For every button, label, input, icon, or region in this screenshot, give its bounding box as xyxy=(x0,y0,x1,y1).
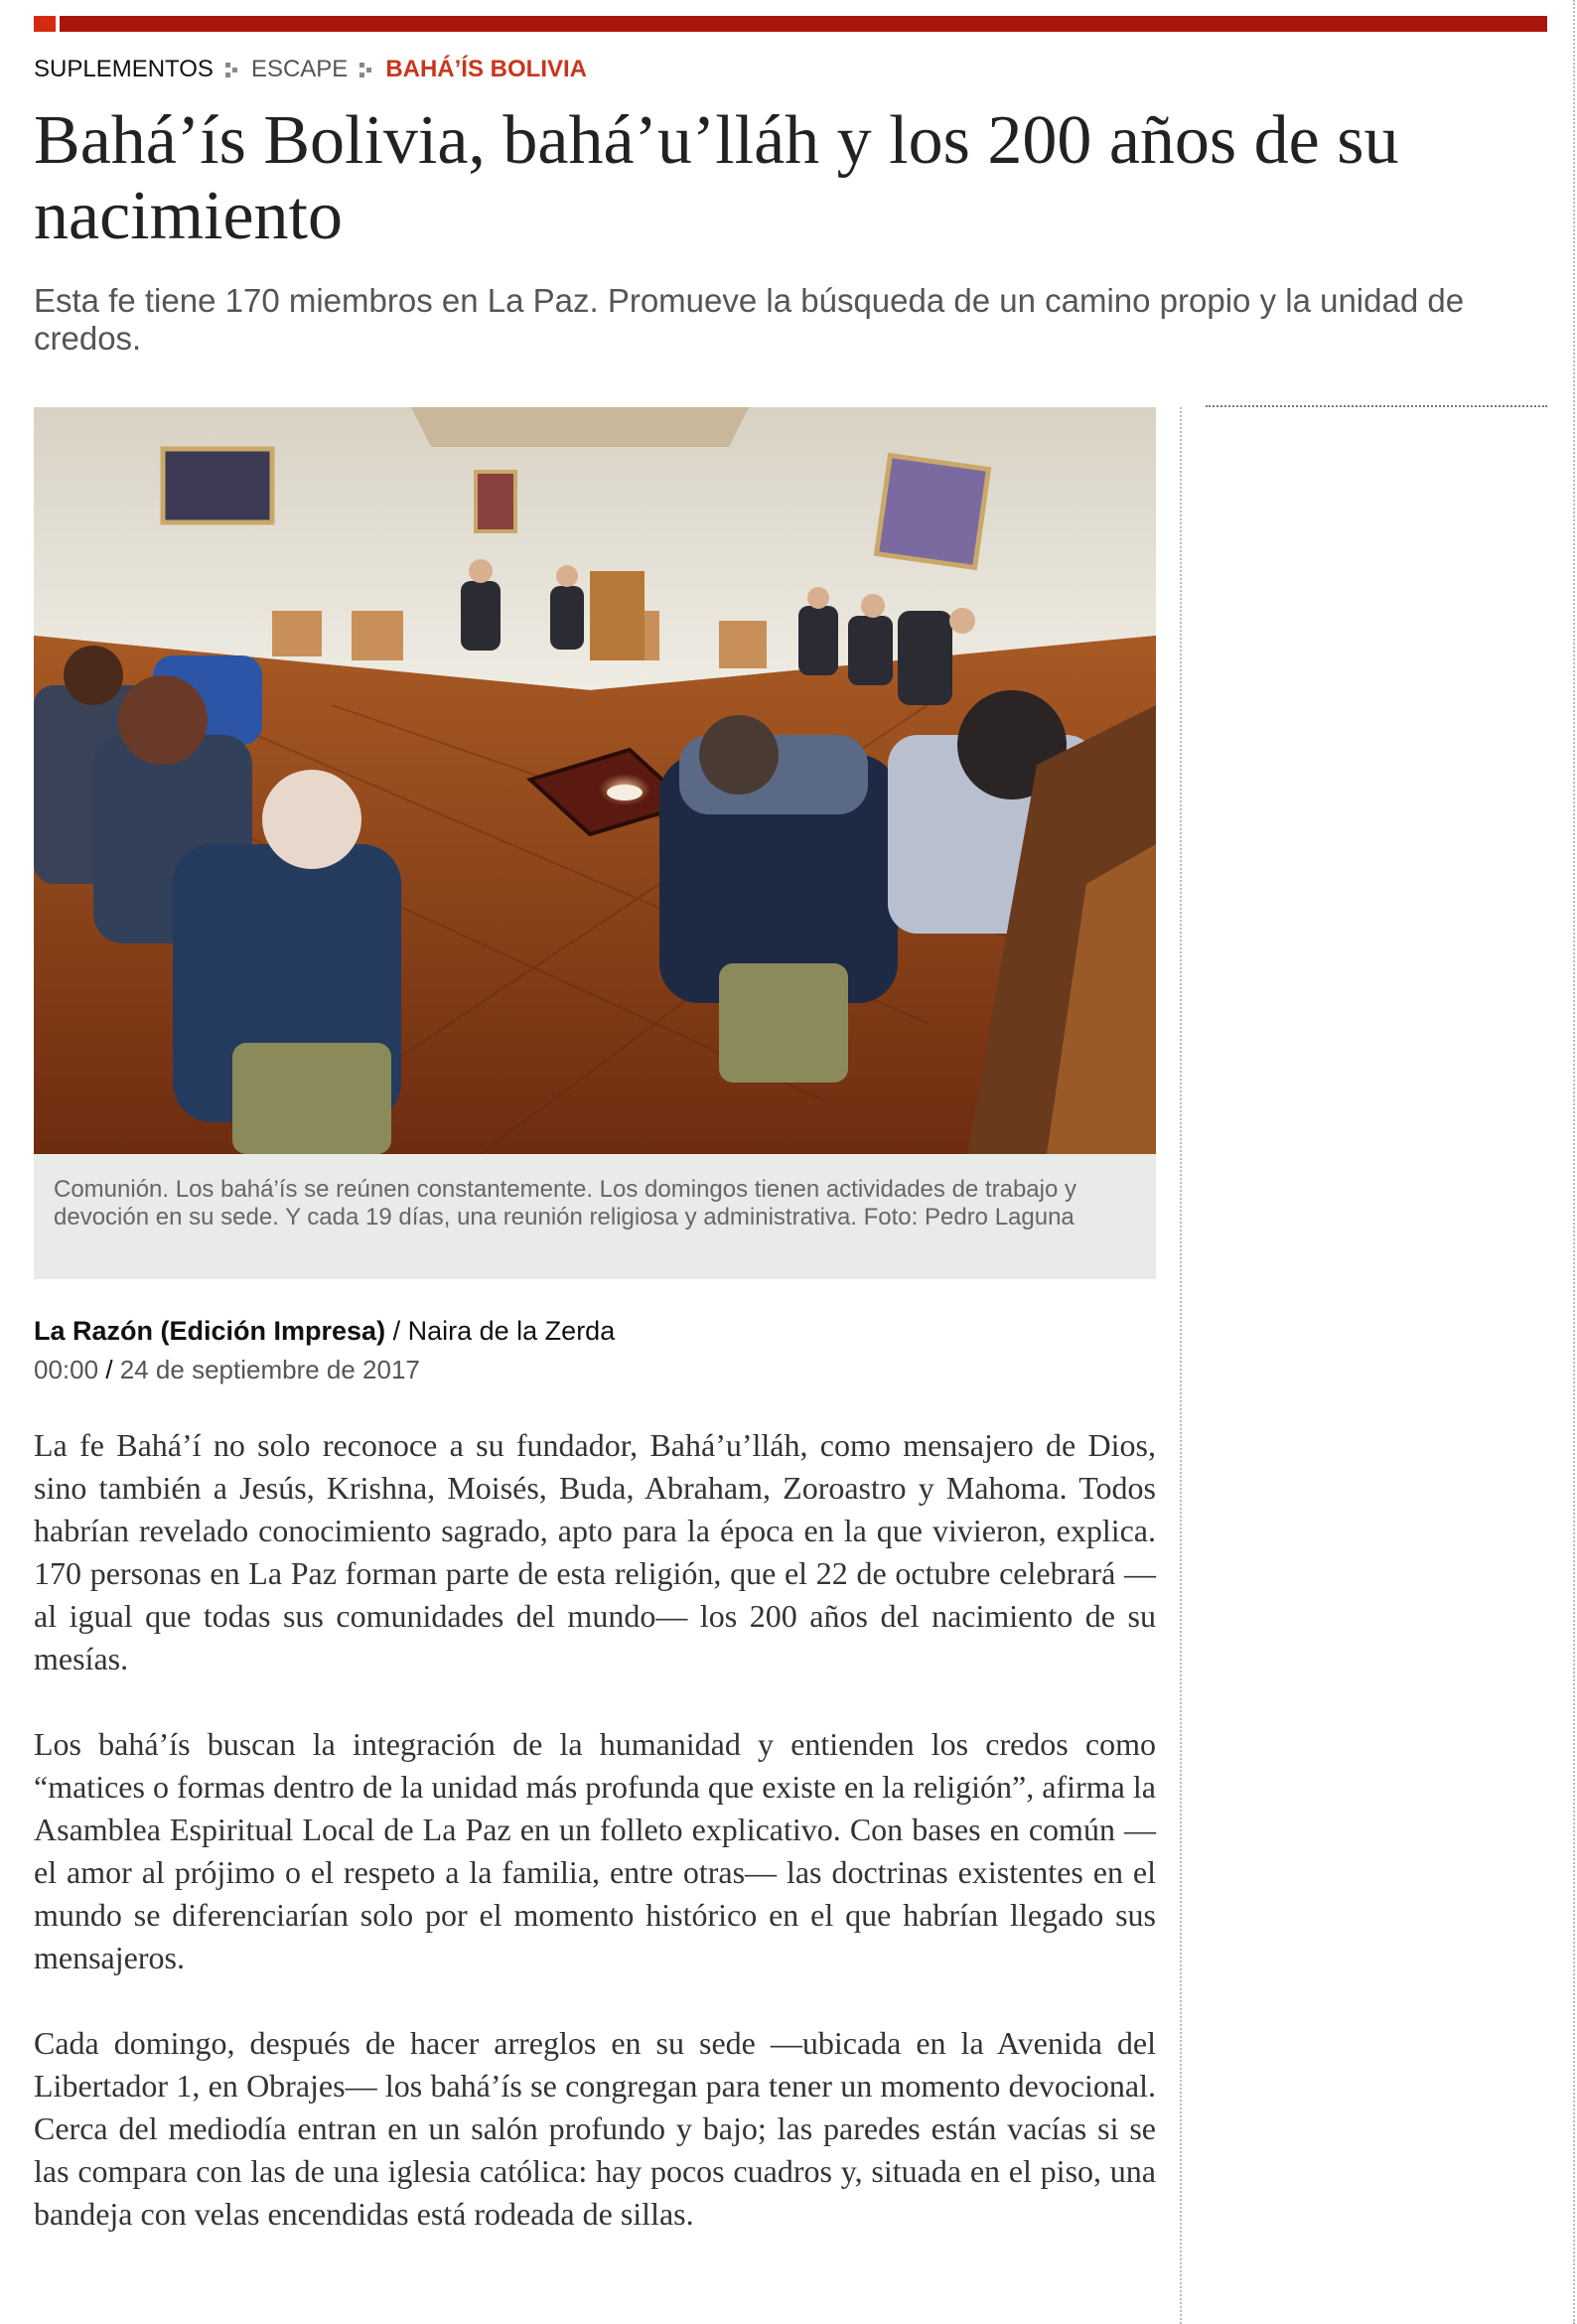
accent-bar xyxy=(60,16,1547,32)
article-subtitle: Esta fe tiene 170 miembros en La Paz. Promueve la búsqueda de un camino propio y la unidad de credos. xyxy=(34,282,1465,357)
top-accent-bar xyxy=(34,16,1547,32)
byline xyxy=(34,1316,615,1347)
dateline xyxy=(34,1355,420,1385)
breadcrumb-bahais-bolivia[interactable]: BAHÁ’ÍS BOLIVIA xyxy=(385,56,587,82)
sidebar-top-rule xyxy=(1206,405,1547,407)
article-title: Bahá’ís Bolivia, bahá’u’lláh y los 200 años de su nacimiento xyxy=(34,102,1399,254)
body-paragraph: Los bahá’ís buscan la integración de la humanidad y entienden los credos como “matices o formas dentro de la unidad más profunda que existe en la religión”, afirma la Asamblea Espiritual Local de La Paz en un folleto explicativo. Con bases en común —el amor al prójimo o el respeto a la familia, entre otras— las doctrinas existentes en el mundo se diferenciarían solo por el momento histórico en el que habrían llegado sus mensajeros. xyxy=(34,1726,1156,1975)
publish-date: 24 de septiembre de 2017 xyxy=(119,1355,420,1384)
breadcrumb xyxy=(34,56,587,83)
breadcrumb-separator-icon xyxy=(358,59,379,80)
byline-separator: / xyxy=(392,1316,401,1346)
article-body xyxy=(34,1424,1156,2278)
photo-illustration xyxy=(34,407,1156,1154)
body-paragraph: La fe Bahá’í no solo reconoce a su fundador, Bahá’u’lláh, como mensajero de Dios, sino también a Jesús, Krishna, Moisés, Buda, Abraham, Zoroastro y Mahoma. Todos habrían revelado conocimiento sagrado, apto para la época en la que vivieron, explica. 170 personas en La Paz forman parte de esta religión, que el 22 de octubre celebrará —al igual que todas sus comunidades del mundo— los 200 años del nacimiento de su mesías. xyxy=(34,1427,1156,1676)
breadcrumb-separator-icon xyxy=(223,59,245,80)
page-edge-rule xyxy=(1573,0,1575,2324)
accent-square xyxy=(34,16,56,32)
publish-time: 00:00 xyxy=(34,1355,99,1384)
breadcrumb-suplementos[interactable]: SUPLEMENTOS xyxy=(34,56,214,82)
photo-caption: Comunión. Los bahá’ís se reúnen constantemente. Los domingos tienen actividades de trabajo y devoción en su sede. Y cada 19 días, una reunión religiosa y administrativa. Foto: Pedro Laguna xyxy=(34,1154,1156,1279)
breadcrumb-escape[interactable]: ESCAPE xyxy=(250,56,349,82)
source-name: La Razón (Edición Impresa) xyxy=(34,1316,386,1346)
sidebar-divider xyxy=(1180,407,1182,2324)
article-photo xyxy=(34,407,1156,1154)
author-name: Naira de la Zerda xyxy=(407,1316,616,1346)
date-separator: / xyxy=(105,1355,113,1384)
body-paragraph: Cada domingo, después de hacer arreglos en su sede —ubicada en la Avenida del Libertador 1, en Obrajes— los bahá’ís se congregan para tener un momento devocional. Cerca del mediodía entran en un salón profundo y bajo; las paredes están vacías si se las compara con las de una iglesia católica: hay pocos cuadros y, situada en el piso, una bandeja con velas encendidas está rodeada de sillas. xyxy=(34,2025,1156,2232)
